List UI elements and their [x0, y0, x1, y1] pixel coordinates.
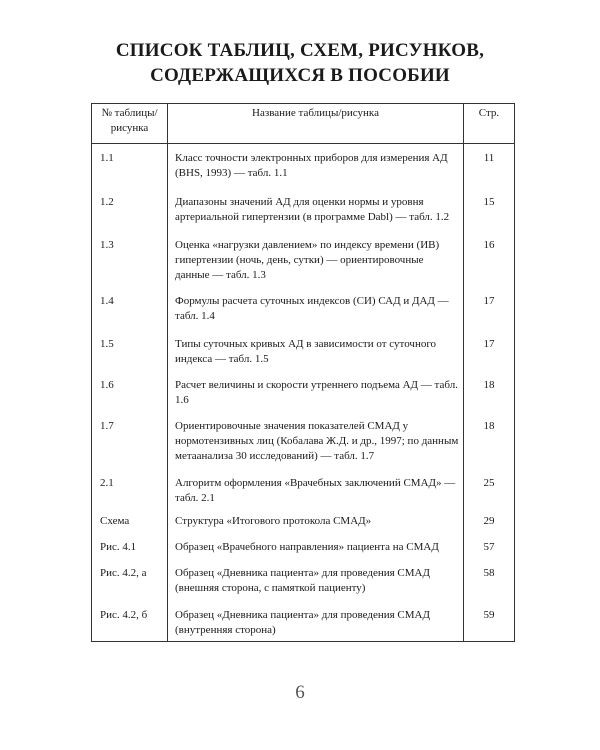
- row-page: 17: [464, 290, 515, 334]
- table-row: [92, 512, 515, 538]
- row-page: 18: [464, 416, 515, 473]
- row-page: 57: [464, 538, 515, 564]
- table-row: [92, 334, 515, 375]
- row-title: Ориентировочные значения показателей СМАД у нормотензивных лиц (Кобалава Ж.Д. и др., 1997; по данным метаанализа 30 исследований) — табл. 1.7: [168, 416, 464, 473]
- row-title: Образец «Дневника пациента» для проведения СМАД (внешняя сторона, с памяткой пациенту): [168, 564, 464, 606]
- row-page: 25: [464, 473, 515, 512]
- table-row: [92, 375, 515, 416]
- row-title: Класс точности электронных приборов для измерения АД (BHS, 1993) — табл. 1.1: [168, 144, 464, 193]
- row-number: 2.1: [92, 473, 168, 512]
- row-title: Расчет величины и скорости утреннего подъема АД — табл. 1.6: [168, 375, 464, 416]
- row-page: 58: [464, 564, 515, 606]
- page-number: 6: [295, 682, 305, 703]
- row-page: 15: [464, 192, 515, 235]
- row-title: Формулы расчета суточных индексов (СИ) САД и ДАД — табл. 1.4: [168, 290, 464, 334]
- row-title: Образец «Дневника пациента» для проведения СМАД (внутренняя сторона): [168, 606, 464, 642]
- table-row: [92, 473, 515, 512]
- page-title: [0, 38, 600, 88]
- row-title: Структура «Итогового протокола СМАД»: [168, 512, 464, 538]
- row-number: 1.7: [92, 416, 168, 473]
- table-header-row: [92, 104, 515, 144]
- row-number: Схема: [92, 512, 168, 538]
- row-title: Алгоритм оформления «Врачебных заключений СМАД» — табл. 2.1: [168, 473, 464, 512]
- row-page: 29: [464, 512, 515, 538]
- header-page: Стр.: [464, 104, 515, 144]
- row-number: 1.5: [92, 334, 168, 375]
- table-row: [92, 290, 515, 334]
- row-page: 17: [464, 334, 515, 375]
- row-title: Типы суточных кривых АД в зависимости от суточного индекса — табл. 1.5: [168, 334, 464, 375]
- table-row: [92, 538, 515, 564]
- row-number: Рис. 4.1: [92, 538, 168, 564]
- row-number: 1.1: [92, 144, 168, 193]
- contents-table: [91, 103, 515, 642]
- table-row: [92, 192, 515, 235]
- table-row: [92, 144, 515, 193]
- table-row: [92, 606, 515, 642]
- row-number: Рис. 4.2, а: [92, 564, 168, 606]
- row-number: 1.4: [92, 290, 168, 334]
- table-row: [92, 416, 515, 473]
- page-title-line-2: СОДЕРЖАЩИХСЯ В ПОСОБИИ: [150, 65, 450, 86]
- row-page: 59: [464, 606, 515, 642]
- row-title: Оценка «нагрузки давлением» по индексу времени (ИВ) гипертензии (ночь, день, сутки) — ориентировочные данные — табл. 1.3: [168, 235, 464, 290]
- row-page: 11: [464, 144, 515, 193]
- page-title-line-1: СПИСОК ТАБЛИЦ, СХЕМ, РИСУНКОВ,: [115, 40, 485, 61]
- row-number: 1.2: [92, 192, 168, 235]
- row-number: Рис. 4.2, б: [92, 606, 168, 642]
- table-row: [92, 564, 515, 606]
- header-number: № таблицы/ рисунка: [92, 104, 168, 144]
- table-row: [92, 235, 515, 290]
- row-page: 18: [464, 375, 515, 416]
- row-title: Образец «Врачебного направления» пациента на СМАД: [168, 538, 464, 564]
- header-title: Название таблицы/рисунка: [168, 104, 464, 144]
- row-number: 1.6: [92, 375, 168, 416]
- row-number: 1.3: [92, 235, 168, 290]
- row-page: 16: [464, 235, 515, 290]
- row-title: Диапазоны значений АД для оценки нормы и уровня артериальной гипертензии (в программе Dabl) — табл. 1.2: [168, 192, 464, 235]
